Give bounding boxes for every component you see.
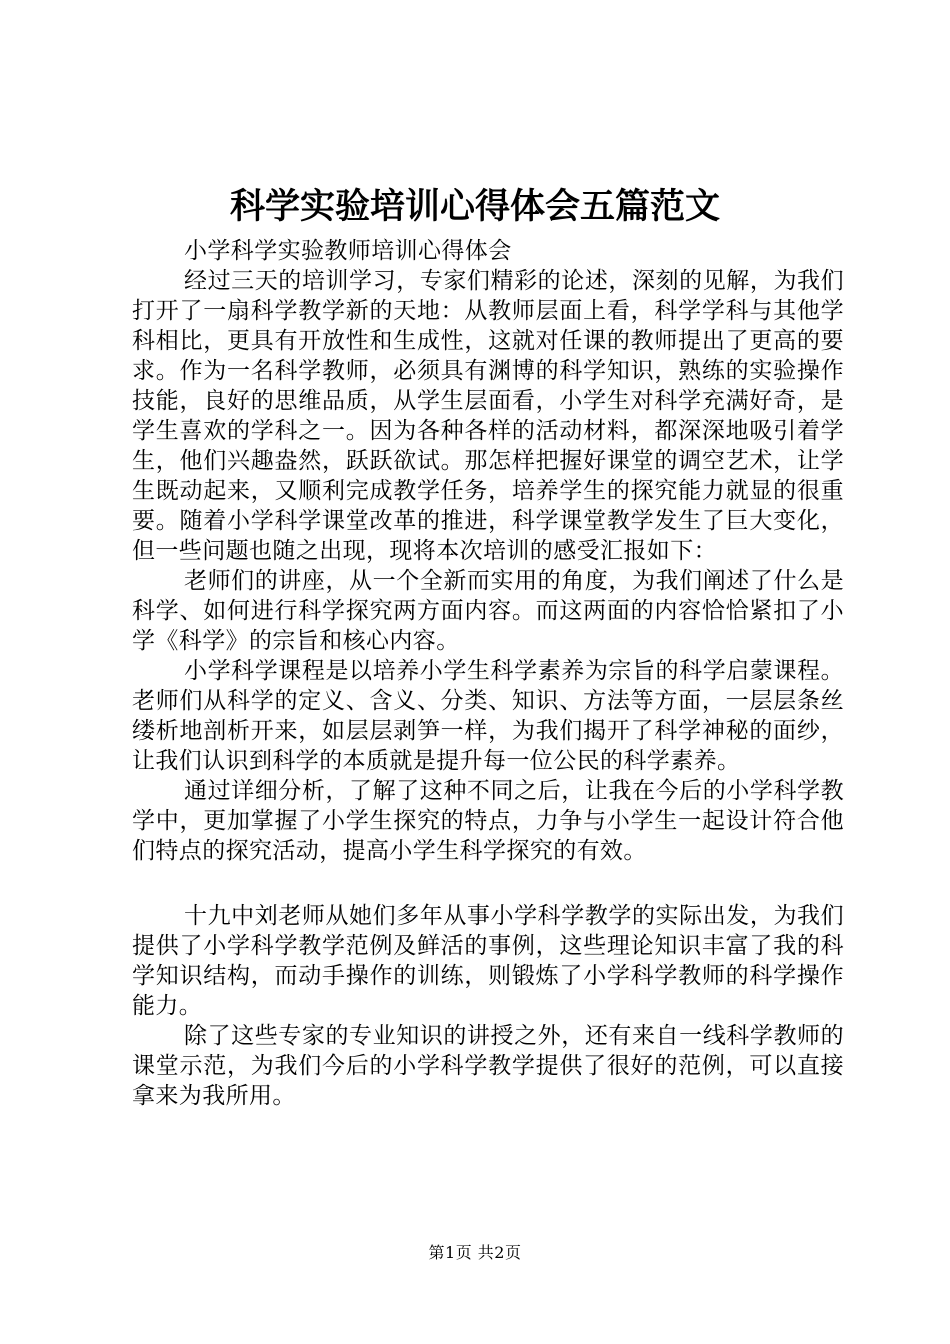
section-subtitle: 小学科学实验教师培训心得体会	[184, 238, 512, 264]
paragraph-gap	[132, 866, 844, 901]
paragraph-5: 十九中刘老师从她们多年从事小学科学教学的实际出发，为我们提供了小学科学教学范例及鲜活的事例，这些理论知识丰富了我的科学知识结构，而动手操作的训练，则锻炼了小学科学教师的科学操作能力。	[132, 903, 844, 1019]
paragraph-4: 通过详细分析，了解了这种不同之后，让我在今后的小学科学教学中，更加掌握了小学生探究的特点，力争与小学生一起设计符合他们特点的探究活动，提高小学生科学探究的有效。	[132, 778, 844, 864]
document-body	[132, 236, 844, 1111]
paragraph-3: 小学科学课程是以培养小学生科学素养为宗旨的科学启蒙课程。老师们从科学的定义、含义、分类、知识、方法等方面，一层层条丝缕析地剖析开来，如层层剥笋一样，为我们揭开了科学神秘的面纱，让我们认识到科学的本质就是提升每一位公民的科学素养。	[132, 658, 844, 774]
page-title: 科学实验培训心得体会五篇范文	[229, 186, 720, 227]
paragraph-6: 除了这些专家的专业知识的讲授之外，还有来自一线科学教师的课堂示范，为我们今后的小学科学教学提供了很好的范例，可以直接拿来为我所用。	[132, 1023, 844, 1109]
page-footer: 第1页 共2页	[428, 1243, 522, 1262]
paragraph-2: 老师们的讲座，从一个全新而实用的角度，为我们阐述了什么是科学、如何进行科学探究两方面内容。而这两面的内容恰恰紧扣了小学《科学》的宗旨和核心内容。	[132, 568, 844, 654]
paragraph-1: 经过三天的培训学习，专家们精彩的论述，深刻的见解，为我们打开了一扇科学教学新的天地：从教师层面上看，科学学科与其他学科相比，更具有开放性和生成性，这就对任课的教师提出了更高的要求。作为一名科学教师，必须具有渊博的科学知识，熟练的实验操作技能，良好的思维品质，从学生层面看，小学生对科学充满好奇，是学生喜欢的学科之一。因为各种各样的活动材料，都深深地吸引着学生，他们兴趣盎然，跃跃欲试。那怎样把握好课堂的调空艺术，让学生既动起来，又顺利完成教学任务，培养学生的探究能力就显的很重要。随着小学科学课堂改革的推进，科学课堂教学发生了巨大变化，但一些问题也随之出现，现将本次培训的感受汇报如下：	[132, 268, 844, 564]
